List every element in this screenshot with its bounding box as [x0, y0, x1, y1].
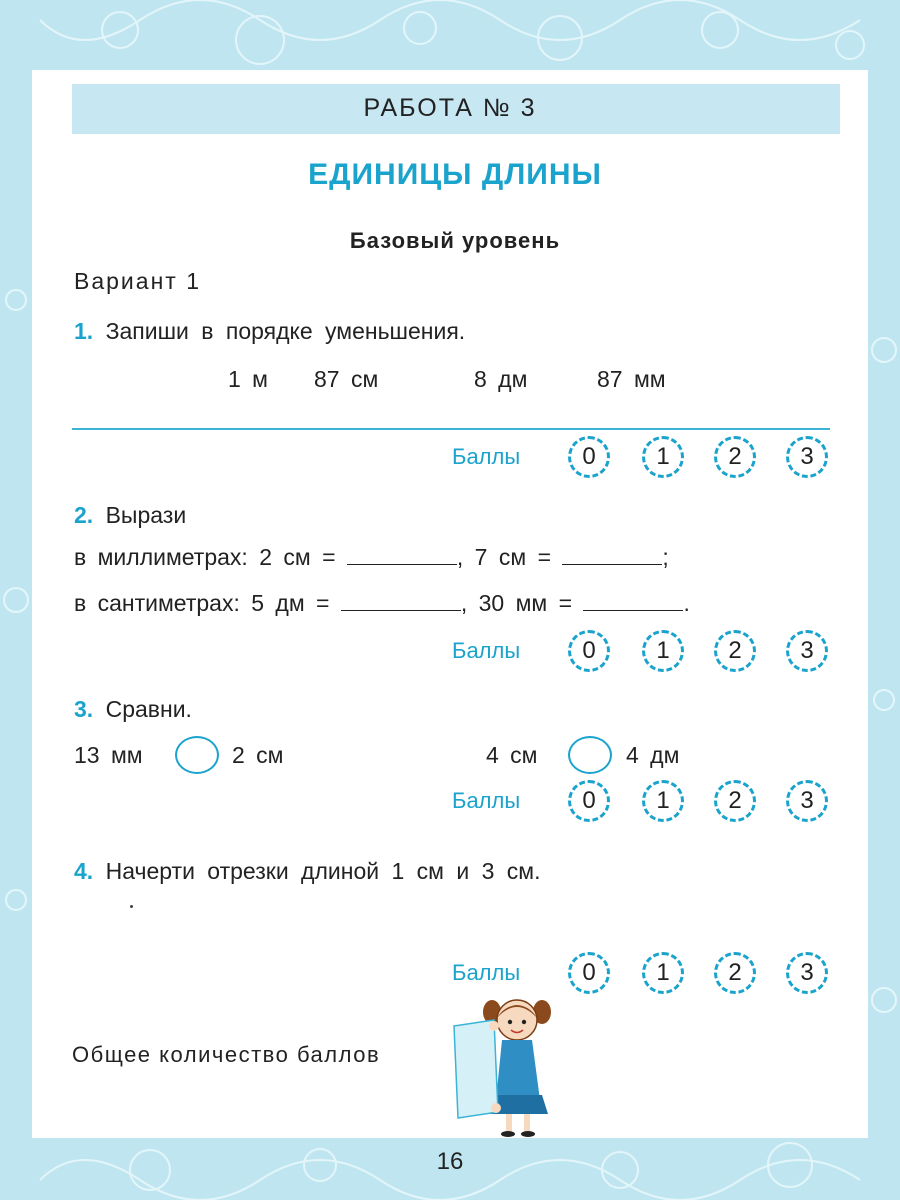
task-2-line-2 [74, 588, 690, 617]
task-1-number: 1. [74, 318, 94, 344]
answer-blank[interactable] [347, 542, 457, 565]
total-score-label: Общее количество баллов [72, 1042, 381, 1067]
task-2-text: Вырази [105, 502, 187, 528]
score-option-3[interactable]: 3 [786, 436, 828, 478]
task-4-text: Начерти отрезки длиной 1 см и 3 см. [105, 858, 541, 884]
answer-blank[interactable] [341, 588, 461, 611]
task-1-text: Запиши в порядке уменьшения. [105, 318, 466, 344]
compare-circle-1[interactable] [175, 736, 219, 774]
score-label: Баллы [452, 638, 521, 663]
score-option-3[interactable]: 3 [786, 952, 828, 994]
score-option-1[interactable]: 1 [642, 630, 684, 672]
task-1-item: 87 мм [597, 366, 666, 392]
task-2-line-2-prefix: в сантиметрах: 5 дм = [74, 590, 330, 616]
topic-title: ЕДИНИЦЫ ДЛИНЫ [308, 158, 602, 191]
task-2-line-1-prefix: в миллиметрах: 2 см = [74, 544, 336, 570]
score-option-0[interactable]: 0 [568, 952, 610, 994]
task-3-text: Сравни. [105, 696, 192, 722]
answer-blank[interactable] [583, 588, 683, 611]
score-option-2[interactable]: 2 [714, 630, 756, 672]
task-3-number: 3. [74, 696, 94, 722]
score-option-1[interactable]: 1 [642, 952, 684, 994]
answer-blank[interactable] [562, 542, 662, 565]
girl-holding-paper-illustration [450, 990, 570, 1140]
task-2 [74, 502, 186, 529]
score-option-0[interactable]: 0 [568, 630, 610, 672]
score-option-2[interactable]: 2 [714, 952, 756, 994]
task-2-line-1-end: ; [662, 544, 669, 570]
variant-label: Вариант 1 [74, 268, 201, 294]
score-option-1[interactable]: 1 [642, 436, 684, 478]
score-option-0[interactable]: 0 [568, 436, 610, 478]
score-label: Баллы [452, 788, 521, 813]
score-option-3[interactable]: 3 [786, 780, 828, 822]
task-3-left-b: 2 см [232, 742, 284, 768]
page-number: 16 [436, 1148, 464, 1175]
task-2-line-1 [74, 542, 669, 571]
compare-circle-2[interactable] [568, 736, 612, 774]
task-2-line-2-mid: , 30 мм = [460, 590, 573, 616]
task-2-line-2-end: . [683, 590, 690, 616]
task-1-answer-line[interactable] [72, 428, 830, 430]
task-1-item: 87 см [314, 366, 379, 392]
score-label: Баллы [452, 444, 521, 469]
drawing-start-dot [130, 905, 133, 908]
work-title: РАБОТА № 3 [363, 94, 537, 122]
score-option-2[interactable]: 2 [714, 436, 756, 478]
task-3-left-a: 13 мм [74, 742, 143, 768]
task-4-number: 4. [74, 858, 94, 884]
score-option-1[interactable]: 1 [642, 780, 684, 822]
score-option-2[interactable]: 2 [714, 780, 756, 822]
score-option-3[interactable]: 3 [786, 630, 828, 672]
task-4 [74, 858, 540, 885]
task-1 [74, 318, 465, 345]
task-1-item: 1 м [228, 366, 268, 392]
level-title: Базовый уровень [349, 228, 561, 253]
task-3 [74, 696, 192, 723]
page-frame-top [0, 0, 900, 70]
task-2-number: 2. [74, 502, 94, 528]
task-2-line-1-mid: , 7 см = [456, 544, 552, 570]
task-1-item: 8 дм [474, 366, 528, 392]
score-label: Баллы [452, 960, 521, 985]
task-3-right-a: 4 см [486, 742, 538, 768]
score-option-0[interactable]: 0 [568, 780, 610, 822]
task-3-right-b: 4 дм [626, 742, 680, 768]
